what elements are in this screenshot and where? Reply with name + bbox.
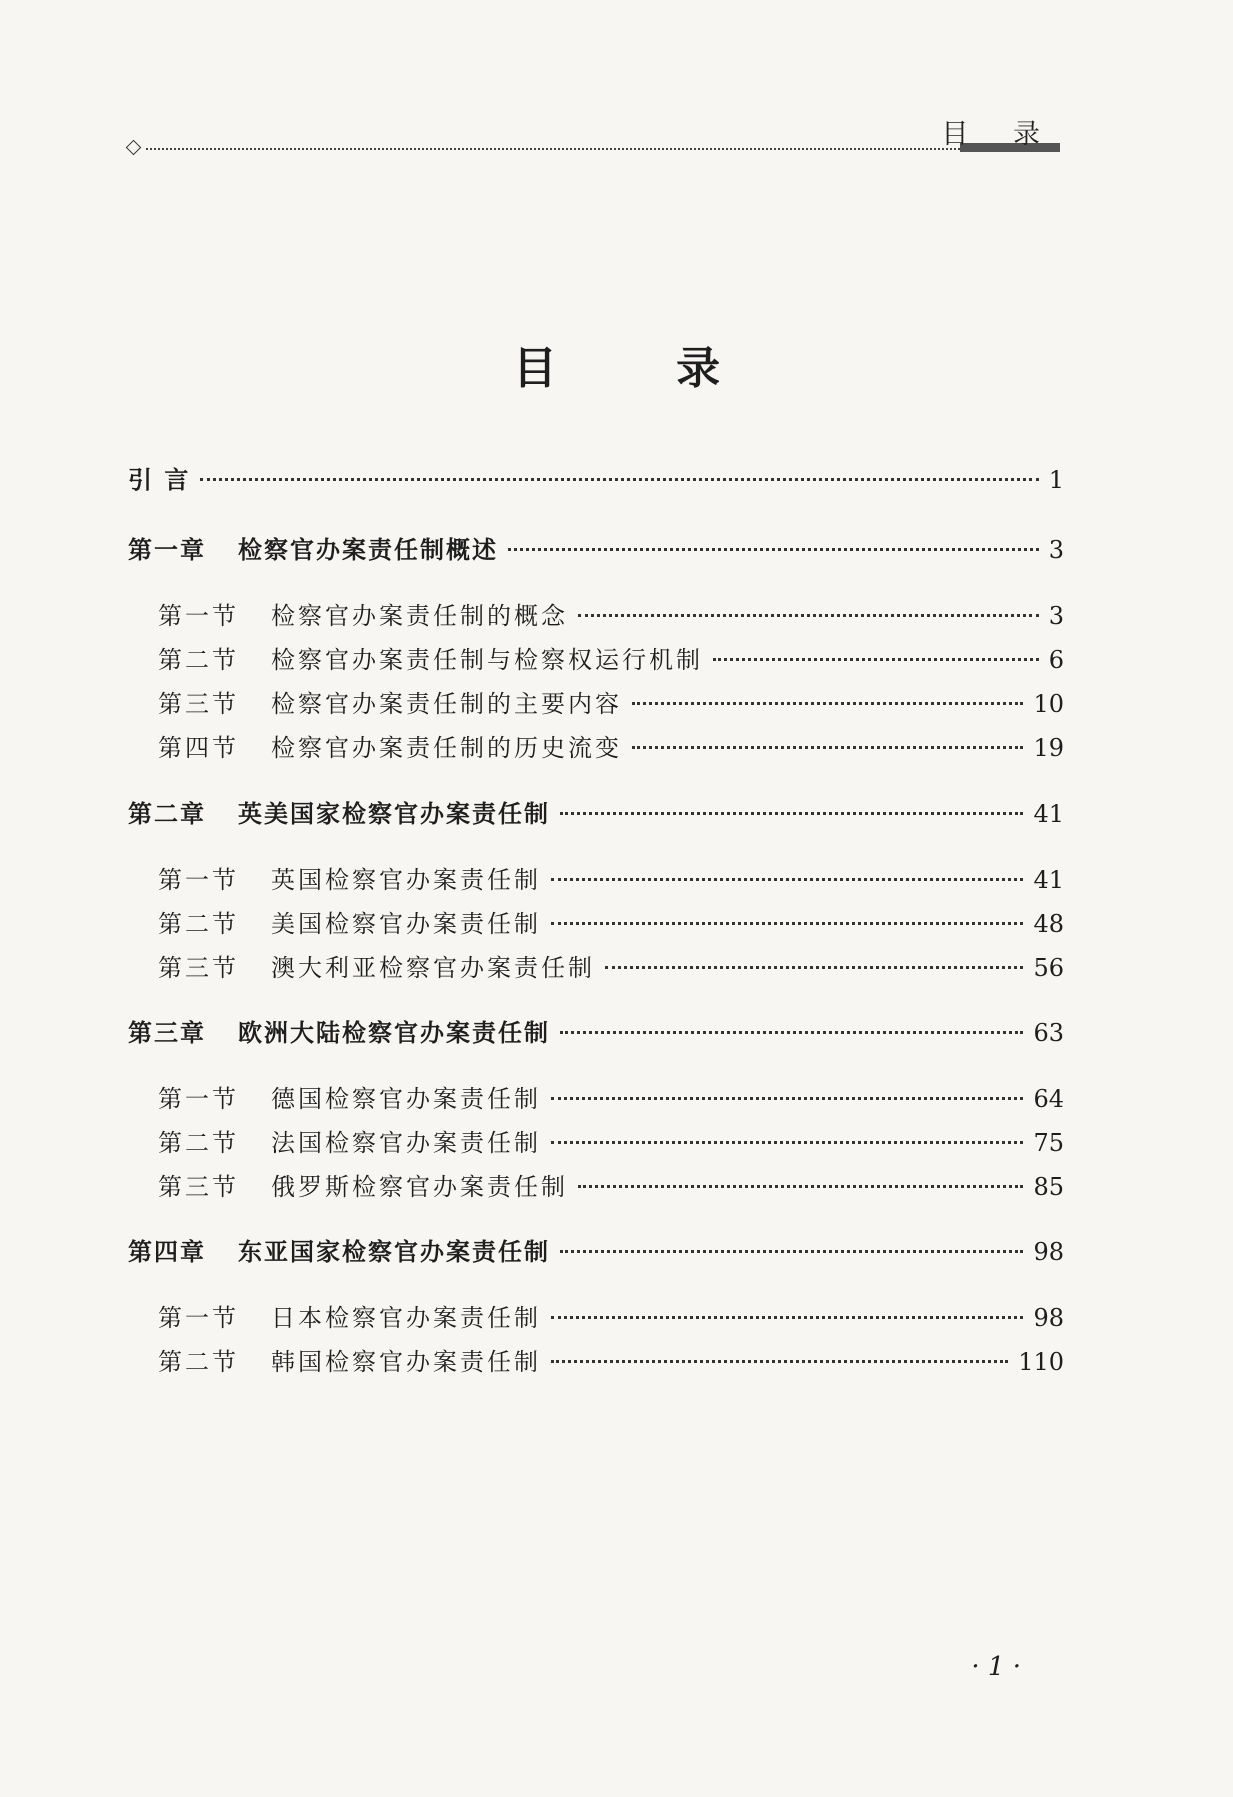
entry-page: 64 (1033, 1085, 1064, 1113)
toc-entry-chapter[interactable] (128, 1016, 1064, 1050)
header-title: 目 录 (941, 119, 1058, 150)
entry-page: 48 (1033, 910, 1064, 938)
entry-title: 美国检察官办案责任制 (271, 910, 541, 938)
dot-leader (560, 1250, 1023, 1253)
entry-title: 欧洲大陆检察官办案责任制 (238, 1019, 550, 1047)
dot-leader (713, 658, 1039, 661)
entry-title: 检察官办案责任制概述 (238, 536, 498, 564)
entry-number: 第一节 (158, 602, 239, 630)
toc-entry-section[interactable] (158, 599, 1064, 633)
entry-page: 41 (1033, 800, 1064, 828)
dot-leader (200, 478, 1038, 481)
entry-page: 85 (1033, 1173, 1064, 1201)
dot-leader (551, 878, 1023, 881)
entry-title: 英美国家检察官办案责任制 (238, 800, 550, 828)
entry-title: 东亚国家检察官办案责任制 (238, 1238, 550, 1266)
dot-leader (605, 966, 1023, 969)
entry-page: 41 (1033, 866, 1064, 894)
toc-entry-section[interactable] (158, 1345, 1064, 1379)
entry-number: 第一节 (158, 1304, 239, 1332)
dot-leader (560, 1031, 1023, 1034)
entry-number: 第三节 (158, 690, 239, 718)
entry-number: 第四章 (128, 1238, 206, 1266)
entry-number: 第四节 (158, 734, 239, 762)
dot-leader (551, 922, 1023, 925)
page-number: · 1 · (971, 1652, 1021, 1682)
entry-title: 法国检察官办案责任制 (271, 1129, 541, 1157)
entry-page: 3 (1048, 536, 1064, 564)
dot-leader (551, 1316, 1023, 1319)
toc-entry-chapter[interactable] (128, 533, 1064, 567)
entry-title: 英国检察官办案责任制 (271, 866, 541, 894)
entry-number: 第三节 (158, 954, 239, 982)
entry-page: 98 (1033, 1304, 1064, 1332)
toc-entry-section[interactable] (158, 907, 1064, 941)
entry-page: 56 (1033, 954, 1064, 982)
entry-number: 引 言 (128, 466, 191, 494)
entry-number: 第二节 (158, 646, 239, 674)
entry-page: 1 (1048, 466, 1064, 494)
dot-leader (578, 1185, 1023, 1188)
entry-title: 检察官办案责任制与检察权运行机制 (271, 646, 703, 674)
dot-leader (632, 702, 1023, 705)
entry-number: 第二章 (128, 800, 206, 828)
toc-entry-section[interactable] (158, 687, 1064, 721)
entry-number: 第二节 (158, 1129, 239, 1157)
dot-leader (632, 746, 1023, 749)
dot-leader (578, 614, 1039, 617)
entry-page: 6 (1048, 646, 1064, 674)
toc-entry-section[interactable] (158, 1170, 1064, 1204)
entry-page: 10 (1033, 690, 1064, 718)
entry-page: 110 (1018, 1348, 1064, 1376)
toc-entry-intro[interactable] (128, 463, 1064, 497)
dot-leader (508, 548, 1039, 551)
toc-entry-section[interactable] (158, 1126, 1064, 1160)
entry-title: 日本检察官办案责任制 (271, 1304, 541, 1332)
toc-entry-section[interactable] (158, 731, 1064, 765)
entry-title: 俄罗斯检察官办案责任制 (271, 1173, 568, 1201)
entry-number: 第二节 (158, 910, 239, 938)
toc-entry-chapter[interactable] (128, 797, 1064, 831)
entry-number: 第一章 (128, 536, 206, 564)
entry-title: 德国检察官办案责任制 (271, 1085, 541, 1113)
toc-entry-section[interactable] (158, 1082, 1064, 1116)
toc-entry-chapter[interactable] (128, 1235, 1064, 1269)
entry-number: 第二节 (158, 1348, 239, 1376)
toc-entry-section[interactable] (158, 863, 1064, 897)
dot-leader (560, 812, 1023, 815)
entry-page: 63 (1033, 1019, 1064, 1047)
toc-entry-section[interactable] (158, 1301, 1064, 1335)
entry-title: 检察官办案责任制的主要内容 (271, 690, 622, 718)
entry-title: 韩国检察官办案责任制 (271, 1348, 541, 1376)
entry-page: 75 (1033, 1129, 1064, 1157)
toc-entry-section[interactable] (158, 643, 1064, 677)
entry-page: 98 (1033, 1238, 1064, 1266)
entry-page: 3 (1048, 602, 1064, 630)
dot-leader (551, 1360, 1008, 1363)
entry-title: 澳大利亚检察官办案责任制 (271, 954, 595, 982)
dot-leader (551, 1097, 1023, 1100)
toc-entry-section[interactable] (158, 951, 1064, 985)
entry-page: 19 (1033, 734, 1064, 762)
entry-number: 第一节 (158, 1085, 239, 1113)
entry-number: 第三节 (158, 1173, 239, 1201)
entry-number: 第三章 (128, 1019, 206, 1047)
dot-leader (551, 1141, 1023, 1144)
page-title: 目 录 (512, 343, 773, 394)
entry-title: 检察官办案责任制的概念 (271, 602, 568, 630)
entry-title: 检察官办案责任制的历史流变 (271, 734, 622, 762)
entry-number: 第一节 (158, 866, 239, 894)
